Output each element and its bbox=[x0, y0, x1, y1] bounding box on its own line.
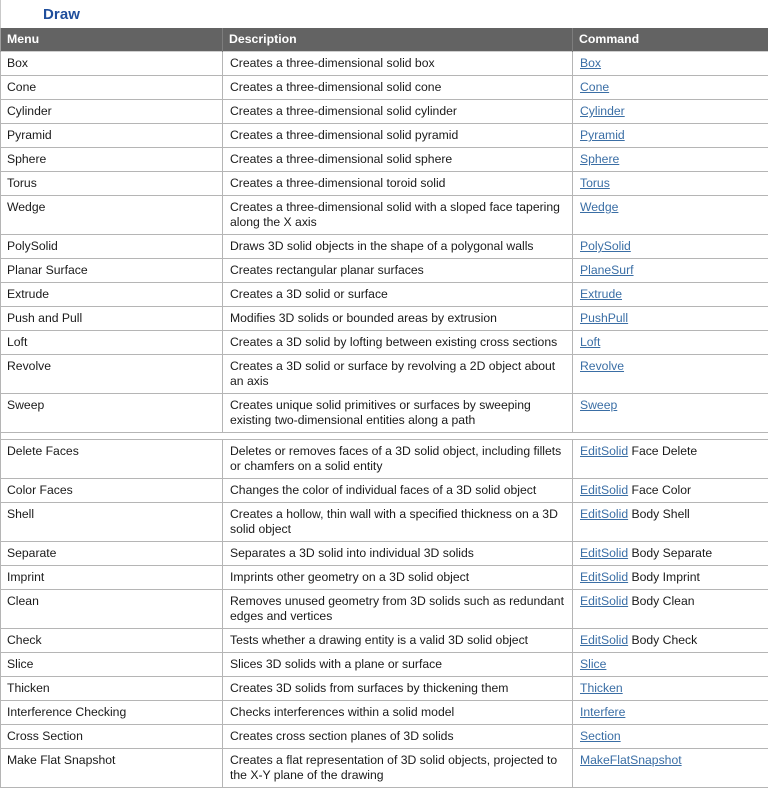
command-link[interactable]: PushPull bbox=[580, 311, 628, 325]
cell-menu: Cone bbox=[1, 76, 223, 100]
cell-menu: Extrude bbox=[1, 283, 223, 307]
table-row bbox=[1, 479, 768, 503]
table-head bbox=[1, 28, 768, 52]
cell-command bbox=[573, 542, 768, 566]
cell-description: Creates a three-dimensional solid box bbox=[223, 52, 573, 76]
cell-menu: Slice bbox=[1, 653, 223, 677]
cell-menu: Box bbox=[1, 52, 223, 76]
cell-command bbox=[573, 701, 768, 725]
command-link[interactable]: EditSolid bbox=[580, 594, 628, 608]
cell-menu: Revolve bbox=[1, 355, 223, 394]
cell-menu: Pyramid bbox=[1, 124, 223, 148]
cell-command bbox=[573, 148, 768, 172]
command-link[interactable]: Cone bbox=[580, 80, 609, 94]
command-link[interactable]: Sphere bbox=[580, 152, 619, 166]
command-link[interactable]: Section bbox=[580, 729, 621, 743]
cell-description: Deletes or removes faces of a 3D solid object, including fillets or chamfers on a solid entity bbox=[223, 440, 573, 479]
cell-description: Creates a three-dimensional solid cone bbox=[223, 76, 573, 100]
cell-menu: Loft bbox=[1, 331, 223, 355]
command-link[interactable]: EditSolid bbox=[580, 570, 628, 584]
cell-description: Creates a flat representation of 3D solid objects, projected to the X-Y plane of the drawing bbox=[223, 749, 573, 788]
cell-description: Creates a three-dimensional solid sphere bbox=[223, 148, 573, 172]
cell-menu: Cross Section bbox=[1, 725, 223, 749]
table-row bbox=[1, 52, 768, 76]
command-link[interactable]: Interfere bbox=[580, 705, 625, 719]
cell-command bbox=[573, 124, 768, 148]
command-link[interactable]: Wedge bbox=[580, 200, 618, 214]
command-link[interactable]: EditSolid bbox=[580, 483, 628, 497]
cell-description: Creates a three-dimensional solid with a sloped face tapering along the X axis bbox=[223, 196, 573, 235]
cell-command bbox=[573, 283, 768, 307]
table-row bbox=[1, 100, 768, 124]
cell-menu: Color Faces bbox=[1, 479, 223, 503]
command-link[interactable]: Sweep bbox=[580, 398, 617, 412]
cell-command bbox=[573, 479, 768, 503]
command-link[interactable]: Cylinder bbox=[580, 104, 625, 118]
table-row bbox=[1, 355, 768, 394]
column-header-command: Command bbox=[573, 28, 768, 52]
command-link[interactable]: EditSolid bbox=[580, 507, 628, 521]
cell-description: Creates 3D solids from surfaces by thickening them bbox=[223, 677, 573, 701]
cell-command bbox=[573, 259, 768, 283]
cell-command bbox=[573, 331, 768, 355]
command-link[interactable]: Loft bbox=[580, 335, 600, 349]
cell-command bbox=[573, 677, 768, 701]
cell-command bbox=[573, 76, 768, 100]
table-row bbox=[1, 124, 768, 148]
cell-command bbox=[573, 629, 768, 653]
cell-command bbox=[573, 749, 768, 788]
command-link[interactable]: Pyramid bbox=[580, 128, 625, 142]
page-header bbox=[0, 0, 768, 28]
cell-command bbox=[573, 653, 768, 677]
command-suffix: Body Imprint bbox=[628, 570, 700, 584]
cell-command bbox=[573, 725, 768, 749]
cell-description: Creates a 3D solid by lofting between existing cross sections bbox=[223, 331, 573, 355]
cell-description: Creates a three-dimensional solid cylinder bbox=[223, 100, 573, 124]
cell-description: Removes unused geometry from 3D solids such as redundant edges and vertices bbox=[223, 590, 573, 629]
cell-menu: Wedge bbox=[1, 196, 223, 235]
command-link[interactable]: Slice bbox=[580, 657, 606, 671]
cell-description: Creates a 3D solid or surface by revolving a 2D object about an axis bbox=[223, 355, 573, 394]
command-suffix: Body Check bbox=[628, 633, 697, 647]
cell-command bbox=[573, 100, 768, 124]
cell-menu: Sphere bbox=[1, 148, 223, 172]
cell-description: Slices 3D solids with a plane or surface bbox=[223, 653, 573, 677]
cell-command bbox=[573, 307, 768, 331]
cell-description: Creates cross section planes of 3D solids bbox=[223, 725, 573, 749]
cell-command bbox=[573, 235, 768, 259]
cell-menu: Make Flat Snapshot bbox=[1, 749, 223, 788]
cell-menu: Imprint bbox=[1, 566, 223, 590]
cell-menu: Thicken bbox=[1, 677, 223, 701]
cell-menu: PolySolid bbox=[1, 235, 223, 259]
table-row bbox=[1, 283, 768, 307]
table-row bbox=[1, 677, 768, 701]
command-suffix: Face Delete bbox=[628, 444, 697, 458]
table-row bbox=[1, 566, 768, 590]
command-suffix: Face Color bbox=[628, 483, 691, 497]
cell-menu: Torus bbox=[1, 172, 223, 196]
cell-description: Imprints other geometry on a 3D solid object bbox=[223, 566, 573, 590]
table-row bbox=[1, 259, 768, 283]
table-row bbox=[1, 749, 768, 788]
table-body bbox=[1, 52, 768, 788]
command-link[interactable]: Extrude bbox=[580, 287, 622, 301]
cell-menu: Separate bbox=[1, 542, 223, 566]
cell-menu: Interference Checking bbox=[1, 701, 223, 725]
cell-menu: Planar Surface bbox=[1, 259, 223, 283]
table-row bbox=[1, 394, 768, 433]
command-link[interactable]: PolySolid bbox=[580, 239, 631, 253]
cell-description: Creates rectangular planar surfaces bbox=[223, 259, 573, 283]
command-link[interactable]: Box bbox=[580, 56, 601, 70]
cell-description: Creates unique solid primitives or surfaces by sweeping existing two-dimensional entities along a path bbox=[223, 394, 573, 433]
cell-command bbox=[573, 355, 768, 394]
table-row bbox=[1, 172, 768, 196]
cell-menu: Clean bbox=[1, 590, 223, 629]
table-row bbox=[1, 148, 768, 172]
command-link[interactable]: MakeFlatSnapshot bbox=[580, 753, 682, 767]
cell-description: Creates a three-dimensional solid pyramid bbox=[223, 124, 573, 148]
command-reference-table bbox=[0, 28, 768, 788]
cell-command bbox=[573, 590, 768, 629]
table-row bbox=[1, 629, 768, 653]
cell-description: Creates a 3D solid or surface bbox=[223, 283, 573, 307]
cell-command bbox=[573, 172, 768, 196]
cell-command bbox=[573, 394, 768, 433]
table-row bbox=[1, 440, 768, 479]
table-row bbox=[1, 701, 768, 725]
table-row bbox=[1, 331, 768, 355]
section-separator-cell bbox=[1, 433, 768, 440]
column-header-menu: Menu bbox=[1, 28, 223, 52]
cell-menu: Check bbox=[1, 629, 223, 653]
command-link[interactable]: EditSolid bbox=[580, 444, 628, 458]
cell-description: Tests whether a drawing entity is a valid 3D solid object bbox=[223, 629, 573, 653]
command-suffix: Body Clean bbox=[628, 594, 694, 608]
command-link[interactable]: PlaneSurf bbox=[580, 263, 634, 277]
table-row bbox=[1, 235, 768, 259]
table-row bbox=[1, 307, 768, 331]
cell-description: Modifies 3D solids or bounded areas by extrusion bbox=[223, 307, 573, 331]
cell-command bbox=[573, 503, 768, 542]
table-section-separator bbox=[1, 433, 768, 440]
column-header-description: Description bbox=[223, 28, 573, 52]
command-suffix: Body Separate bbox=[628, 546, 712, 560]
cell-menu: Shell bbox=[1, 503, 223, 542]
cell-description: Separates a 3D solid into individual 3D solids bbox=[223, 542, 573, 566]
table-row bbox=[1, 196, 768, 235]
command-link[interactable]: EditSolid bbox=[580, 546, 628, 560]
cell-description: Checks interferences within a solid model bbox=[223, 701, 573, 725]
table-row bbox=[1, 503, 768, 542]
cell-description: Creates a hollow, thin wall with a specified thickness on a 3D solid object bbox=[223, 503, 573, 542]
cell-command bbox=[573, 440, 768, 479]
cell-command bbox=[573, 566, 768, 590]
table-row bbox=[1, 653, 768, 677]
table-header-row bbox=[1, 28, 768, 52]
table-row bbox=[1, 542, 768, 566]
cell-description: Draws 3D solid objects in the shape of a polygonal walls bbox=[223, 235, 573, 259]
page-title: Draw bbox=[43, 7, 80, 22]
table-row bbox=[1, 725, 768, 749]
table-row bbox=[1, 76, 768, 100]
cell-menu: Push and Pull bbox=[1, 307, 223, 331]
cell-command bbox=[573, 52, 768, 76]
command-link[interactable]: Revolve bbox=[580, 359, 624, 373]
cell-command bbox=[573, 196, 768, 235]
table-row bbox=[1, 590, 768, 629]
cell-description: Creates a three-dimensional toroid solid bbox=[223, 172, 573, 196]
command-link[interactable]: EditSolid bbox=[580, 633, 628, 647]
cell-menu: Sweep bbox=[1, 394, 223, 433]
command-link[interactable]: Torus bbox=[580, 176, 610, 190]
command-link[interactable]: Thicken bbox=[580, 681, 623, 695]
cell-description: Changes the color of individual faces of a 3D solid object bbox=[223, 479, 573, 503]
cell-menu: Cylinder bbox=[1, 100, 223, 124]
command-suffix: Body Shell bbox=[628, 507, 690, 521]
cell-menu: Delete Faces bbox=[1, 440, 223, 479]
